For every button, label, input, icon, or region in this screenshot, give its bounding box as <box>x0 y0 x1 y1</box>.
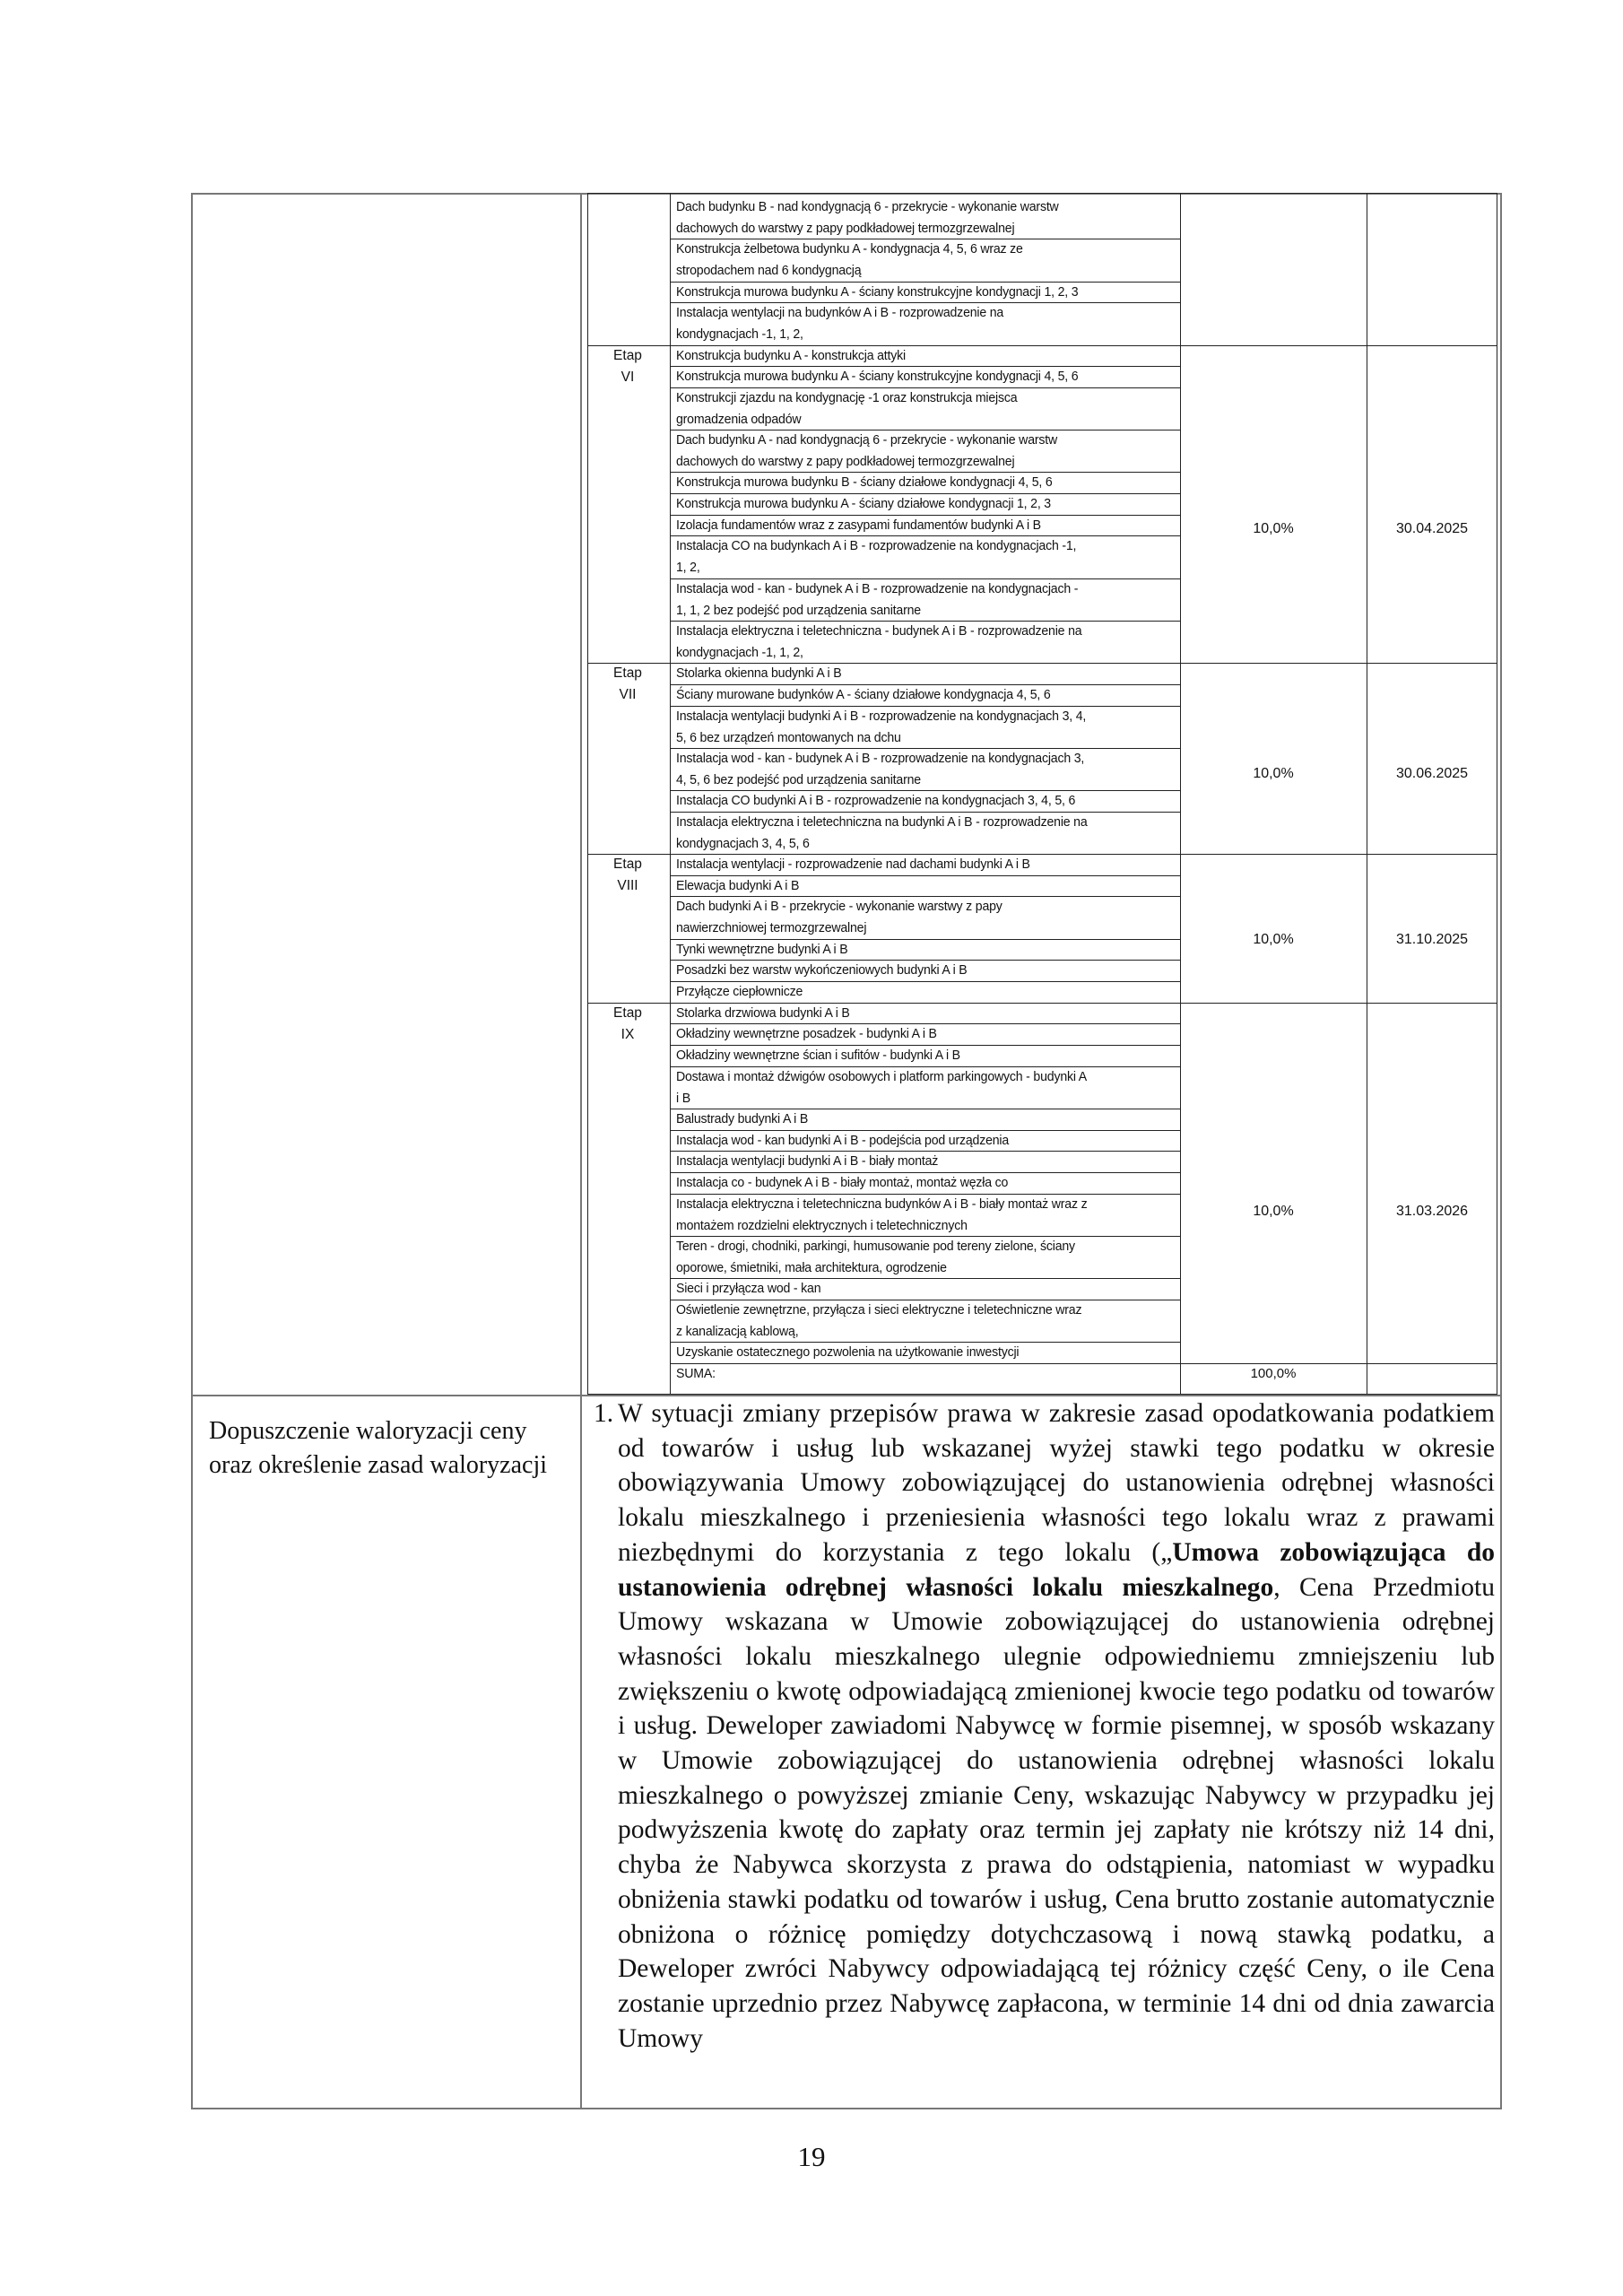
stage-task: Uzyskanie ostatecznego pozwolenia na użytkowanie inwestycji <box>676 1344 1020 1361</box>
stage-separator <box>587 345 670 346</box>
stage-task: Konstrukcja murowa budynku B - ściany działowe kondygnacji 4, 5, 6 <box>676 474 1053 491</box>
stage-task: Konstrukcja żelbetowa budynku A - kondygnacja 4, 5, 6 wraz ze stropodachem nad 6 kondygnacją <box>676 241 1023 279</box>
stage-task: Instalacja CO budynki A i B - rozprowadzenie na kondygnacjach 3, 4, 5, 6 <box>676 793 1076 809</box>
sum-value: 100,0% <box>1250 1365 1297 1381</box>
stage-task: Instalacja elektryczna i teletechniczna na budynki A i B - rozprowadzenie na kondygnacjach 3, 4, 5, 6 <box>676 813 1088 851</box>
page-number: 19 <box>797 2141 826 2172</box>
stage-task: Przyłącze ciepłownicze <box>676 984 803 1000</box>
stage-task: Stolarka okienna budynki A i B <box>676 665 842 682</box>
stage-task: Konstrukcja murowa budynku A - ściany konstrukcyjne kondygnacji 4, 5, 6 <box>676 369 1079 385</box>
clause-number: 1. <box>594 1399 614 1428</box>
stage-task: Instalacja wod - kan budynki A i B - podejścia pod urządzenia <box>676 1132 1010 1148</box>
stage-label: Etap VIII <box>613 857 642 894</box>
stage-task: Tynki wewnętrzne budynki A i B <box>676 941 848 957</box>
stage-task: Teren - drogi, chodniki, parkingi, humusowanie pod tereny zielone, ściany oporowe, śmietniki, mała architektura, ogrodzenie <box>676 1238 1075 1275</box>
stage-task: Instalacja wentylacji budynki A i B - biały montaż <box>676 1153 939 1170</box>
stage-percent: 10,0% <box>1253 1203 1294 1219</box>
stage-task: Dach budynku A - nad kondygnacją 6 - przekrycie - wykonanie warstw dachowych do warstwy z papy podkładowej termozgrzewalnej <box>676 432 1058 470</box>
stage-percent: 10,0% <box>1253 932 1294 948</box>
stage-task: Balustrady budynki A i B <box>676 1110 809 1126</box>
stage-task: Konstrukcja murowa budynku A - ściany konstrukcyjne kondygnacji 1, 2, 3 <box>676 283 1079 300</box>
clause-text-before: W sytuacji zmiany przepisów prawa w zakresie zasad opodatkowania podatkiem od towarów i usług lub wskazanej wyżej stawki tego podatku w okresie obowiązywania Umowy zobowiązującej do ustanowienia odrębnej własności lokalu mieszkalnego i przeniesienia własności tego lokalu wraz z prawami niezbędnymi do korzystania z tego lokalu („ <box>618 1399 1495 1567</box>
stage-task: Okładziny wewnętrzne ścian i sufitów - budynki A i B <box>676 1048 960 1063</box>
stage-task: Okładziny wewnętrzne posadzek - budynki A i B <box>676 1026 937 1042</box>
clause-text-after: , Cena Przedmiotu Umowy wskazana w Umowie zobowiązującej do ustanowienia odrębnej własności lokalu mieszkalnego ulegnie odpowiedniemu zmniejszeniu lub zwiększeniu o kwotę odpowiadającą zmienionej kwocie tego podatku od towarów i usług. Deweloper zawiadomi Nabywcę w formie pisemnej, w sposób wskazany w Umowie zobowiązującej do ustanowienia odrębnej własności lokalu mieszkalnego o powyższej zmianie Ceny, wskazując Nabywcy w przypadku jej podwyższenia kwotę do zapłaty oraz termin jej zapłaty nie krótszy niż 14 dni, chyba że Nabywca skorzysta z prawa do odstąpienia, natomiast w wypadku obniżenia stawki podatku od towarów i usług, Cena brutto zostanie automatycznie obniżona o różnicę pomiędzy dotychczasową i nową stawką podatku, a Deweloper zwróci Nabywcy odpowiadającą tej różnicy część Ceny, o ile Cena zostanie uprzednio przez Nabywcę zapłacona, w terminie 14 dni od dnia zawarcia Umowy <box>618 1572 1495 2053</box>
stage-bottom-line <box>1180 345 1497 346</box>
stage-percent: 10,0% <box>1253 765 1294 781</box>
stage-task: Instalacja wentylacji budynki A i B - rozprowadzenie na kondygnacjach 3, 4, 5, 6 bez urządzeń montowanych na dchu <box>676 708 1087 745</box>
stage-separator <box>587 1003 670 1004</box>
stage-task: Instalacja co - budynek A i B - biały montaż, montaż węzła co <box>676 1174 1009 1190</box>
stage-task: Konstrukcja budynku A - konstrukcja attyki <box>676 347 906 363</box>
stage-task: Stolarka drzwiowa budynki A i B <box>676 1004 850 1021</box>
stage-task: Instalacja CO na budynkach A i B - rozprowadzenie na kondygnacjach -1, 1, 2, <box>676 538 1077 576</box>
stage-date: 31.10.2025 <box>1395 932 1469 948</box>
stage-label: Etap IX <box>613 1004 642 1042</box>
stage-task: Instalacja wod - kan - budynek A i B - rozprowadzenie na kondygnacjach 3, 4, 5, 6 bez podejść pod urządzenia sanitarne <box>676 750 1085 787</box>
stage-task: Sieci i przyłącza wod - kan <box>676 1281 821 1297</box>
stage-date: 31.03.2026 <box>1395 1203 1469 1219</box>
stage-bottom-line <box>1180 854 1497 855</box>
column-divider <box>580 193 582 2109</box>
stage-label: Etap VII <box>613 665 642 703</box>
stage-task: Instalacja wod - kan - budynek A i B - rozprowadzenie na kondygnacjach - 1, 1, 2 bez podejść pod urządzenia sanitarne <box>676 580 1079 618</box>
stage-task: Instalacja wentylacji na budynków A i B - rozprowadzenie na kondygnacjach -1, 1, 2, <box>676 305 1004 343</box>
task-column-left-line <box>670 193 671 1395</box>
stage-bottom-line <box>1180 663 1497 664</box>
stage-task: Dach budynku B - nad kondygnacją 6 - przekrycie - wykonanie warstw dachowych do warstwy z papy podkładowej termozgrzewalnej <box>676 199 1059 236</box>
stage-label: Etap VI <box>613 347 642 385</box>
stage-task: Elewacja budynki A i B <box>676 877 800 893</box>
clause-defined-term: Umowa zobowiązująca do ustanowienia odrębnej własności lokalu mieszkalnego <box>618 1537 1495 1602</box>
stage-date: 30.04.2025 <box>1395 521 1469 537</box>
stage-task: Konstrukcji zjazdu na kondygnację -1 oraz konstrukcja miejsca gromadzenia odpadów <box>676 389 1018 427</box>
stage-task: Konstrukcja murowa budynku A - ściany działowe kondygnacji 1, 2, 3 <box>676 496 1051 512</box>
stage-task: Oświetlenie zewnętrzne, przyłącza i sieci elektryczne i teletechniczne wraz z kanalizacją kablową, <box>676 1301 1082 1339</box>
stage-task: Dostawa i montaż dźwigów osobowych i platform parkingowych - budynki A i B <box>676 1068 1088 1106</box>
stage-date: 30.06.2025 <box>1395 765 1469 781</box>
clause-1 <box>594 1396 1495 2056</box>
stage-task: Instalacja wentylacji - rozprowadzenie nad dachami budynki A i B <box>676 857 1030 873</box>
stage-task: Ściany murowane budynków A - ściany działowe kondygnacja 4, 5, 6 <box>676 686 1051 702</box>
stage-percent: 10,0% <box>1253 521 1294 537</box>
stage-task: Dach budynki A i B - przekrycie - wykonanie warstwy z papy nawierzchniowej termozgrzewalnej <box>676 899 1002 936</box>
clause-text <box>618 1396 1495 2056</box>
stage-task: Izolacja fundamentów wraz z zasypami fundamentów budynki A i B <box>676 517 1041 533</box>
stage-task: Instalacja elektryczna i teletechniczna - budynek A i B - rozprowadzenie na kondygnacjach -1, 1, 2, <box>676 623 1082 660</box>
stage-task: Instalacja elektryczna i teletechniczna budynków A i B - biały montaż wraz z montażem rozdzielni elektrycznych i teletechnicznych <box>676 1196 1088 1233</box>
section-label: Dopuszczenie waloryzacji ceny oraz określenie zasad waloryzacji <box>209 1417 548 1479</box>
stage-separator <box>587 854 670 855</box>
stage-bottom-line <box>1180 1003 1497 1004</box>
sum-label: SUMA: <box>676 1365 716 1381</box>
stage-separator <box>587 663 670 664</box>
stage-task: Posadzki bez warstw wykończeniowych budynki A i B <box>676 962 968 978</box>
